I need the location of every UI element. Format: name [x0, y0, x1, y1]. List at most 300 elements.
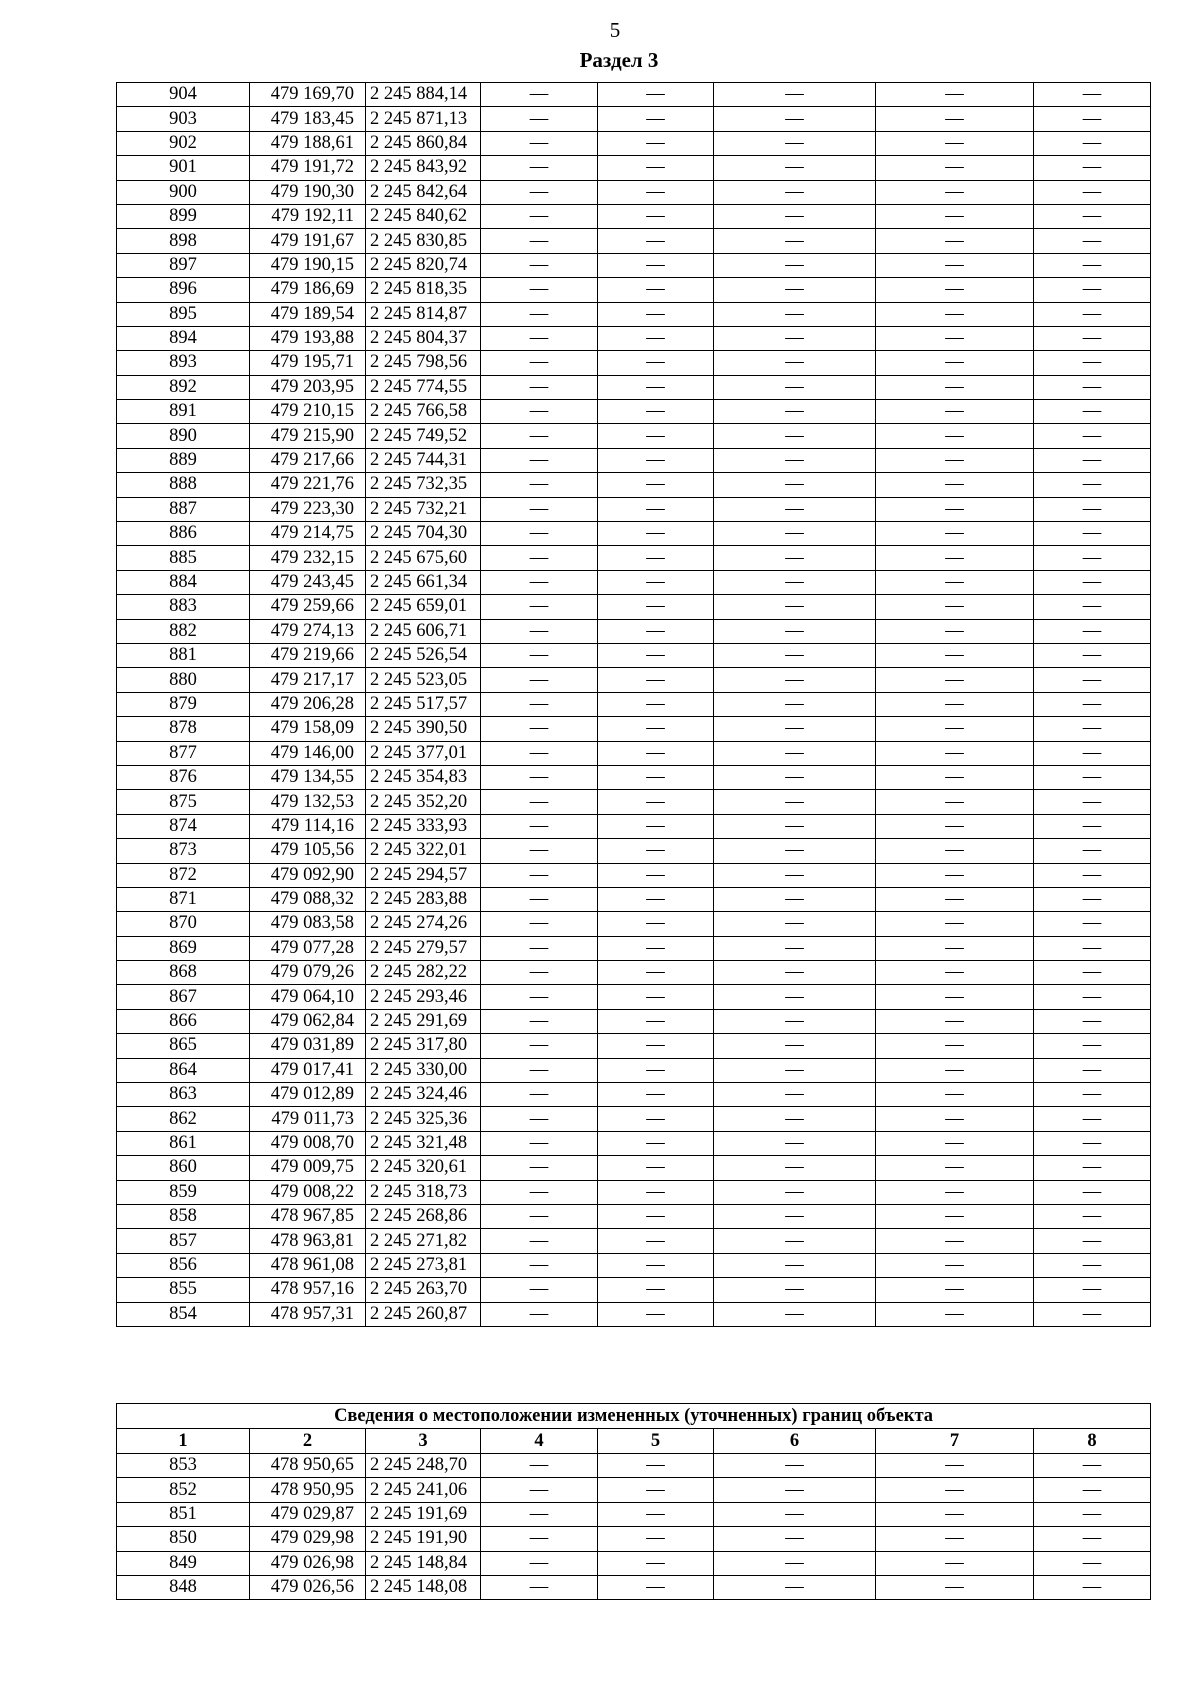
col-7-cell: —: [876, 790, 1034, 814]
col-7-cell: —: [876, 912, 1034, 936]
col-4-cell: —: [481, 229, 598, 253]
x-coordinate-cell: 479 169,70: [250, 83, 366, 107]
col-4-cell: —: [481, 1551, 598, 1575]
table-row: [117, 546, 1151, 570]
col-5-cell: —: [598, 83, 714, 107]
table-row: [117, 1107, 1151, 1131]
table-row: [117, 912, 1151, 936]
col-8-cell: —: [1034, 668, 1151, 692]
col-4-cell: —: [481, 375, 598, 399]
table-row: [117, 156, 1151, 180]
col-5-cell: —: [598, 204, 714, 228]
table-row: [117, 619, 1151, 643]
x-coordinate-cell: 479 215,90: [250, 424, 366, 448]
point-number-cell: 862: [117, 1107, 250, 1131]
col-7-cell: —: [876, 1502, 1034, 1526]
col-8-cell: —: [1034, 1478, 1151, 1502]
col-6-cell: —: [714, 473, 876, 497]
col-7-cell: —: [876, 643, 1034, 667]
col-5-cell: —: [598, 839, 714, 863]
y-coordinate-cell: 2 245 271,82: [366, 1229, 481, 1253]
col-8-cell: —: [1034, 83, 1151, 107]
col-7-cell: —: [876, 1551, 1034, 1575]
col-5-cell: —: [598, 522, 714, 546]
col-5-cell: —: [598, 278, 714, 302]
col-5-cell: —: [598, 741, 714, 765]
y-coordinate-cell: 2 245 330,00: [366, 1058, 481, 1082]
point-number-cell: 885: [117, 546, 250, 570]
col-7-cell: —: [876, 326, 1034, 350]
col-4-cell: —: [481, 961, 598, 985]
x-coordinate-cell: 479 203,95: [250, 375, 366, 399]
col-7-cell: —: [876, 887, 1034, 911]
col-4-cell: —: [481, 668, 598, 692]
table-row: [117, 790, 1151, 814]
y-coordinate-cell: 2 245 884,14: [366, 83, 481, 107]
x-coordinate-cell: 479 062,84: [250, 1009, 366, 1033]
col-4-cell: —: [481, 1204, 598, 1228]
col-6-cell: —: [714, 400, 876, 424]
col-6-cell: —: [714, 204, 876, 228]
table-row: [117, 692, 1151, 716]
col-7-cell: —: [876, 668, 1034, 692]
col-7-cell: —: [876, 278, 1034, 302]
col-5-cell: —: [598, 985, 714, 1009]
col-6-cell: —: [714, 253, 876, 277]
y-coordinate-cell: 2 245 675,60: [366, 546, 481, 570]
col-8-cell: —: [1034, 180, 1151, 204]
col-8-cell: —: [1034, 1551, 1151, 1575]
x-coordinate-cell: 479 064,10: [250, 985, 366, 1009]
table-row: [117, 839, 1151, 863]
col-6-cell: —: [714, 887, 876, 911]
y-coordinate-cell: 2 245 744,31: [366, 448, 481, 472]
table-row: [117, 1229, 1151, 1253]
col-6-cell: —: [714, 1058, 876, 1082]
col-5-cell: —: [598, 1058, 714, 1082]
y-coordinate-cell: 2 245 804,37: [366, 326, 481, 350]
col-6-cell: —: [714, 497, 876, 521]
coordinates-table: [116, 82, 1151, 1327]
x-coordinate-cell: 479 243,45: [250, 570, 366, 594]
col-4-cell: —: [481, 814, 598, 838]
col-6-cell: —: [714, 936, 876, 960]
col-7-cell: —: [876, 765, 1034, 789]
col-5-cell: —: [598, 1551, 714, 1575]
col-8-cell: —: [1034, 375, 1151, 399]
col-6-cell: —: [714, 448, 876, 472]
x-coordinate-cell: 479 195,71: [250, 351, 366, 375]
x-coordinate-cell: 479 219,66: [250, 643, 366, 667]
x-coordinate-cell: 479 031,89: [250, 1034, 366, 1058]
col-4-cell: —: [481, 302, 598, 326]
y-coordinate-cell: 2 245 732,21: [366, 497, 481, 521]
col-5-cell: —: [598, 570, 714, 594]
x-coordinate-cell: 479 026,98: [250, 1551, 366, 1575]
col-8-cell: —: [1034, 1575, 1151, 1599]
x-coordinate-cell: 479 008,22: [250, 1180, 366, 1204]
col-7-cell: —: [876, 1156, 1034, 1180]
col-5-cell: —: [598, 1107, 714, 1131]
col-4-cell: —: [481, 1083, 598, 1107]
x-coordinate-cell: 479 012,89: [250, 1083, 366, 1107]
x-coordinate-cell: 479 134,55: [250, 765, 366, 789]
point-number-cell: 896: [117, 278, 250, 302]
table-row: [117, 302, 1151, 326]
x-coordinate-cell: 478 967,85: [250, 1204, 366, 1228]
col-5-cell: —: [598, 424, 714, 448]
x-coordinate-cell: 479 259,66: [250, 595, 366, 619]
point-number-cell: 865: [117, 1034, 250, 1058]
x-coordinate-cell: 479 011,73: [250, 1107, 366, 1131]
col-5-cell: —: [598, 1278, 714, 1302]
table-row: [117, 961, 1151, 985]
col-5-cell: —: [598, 375, 714, 399]
col-8-cell: —: [1034, 1156, 1151, 1180]
col-8-cell: —: [1034, 546, 1151, 570]
y-coordinate-cell: 2 245 294,57: [366, 863, 481, 887]
point-number-cell: 880: [117, 668, 250, 692]
x-coordinate-cell: 479 186,69: [250, 278, 366, 302]
col-8-cell: —: [1034, 1454, 1151, 1478]
point-number-cell: 891: [117, 400, 250, 424]
col-6-cell: —: [714, 1502, 876, 1526]
col-7-cell: —: [876, 83, 1034, 107]
col-4-cell: —: [481, 741, 598, 765]
y-coordinate-cell: 2 245 843,92: [366, 156, 481, 180]
col-5-cell: —: [598, 790, 714, 814]
y-coordinate-cell: 2 245 390,50: [366, 717, 481, 741]
y-coordinate-cell: 2 245 148,08: [366, 1575, 481, 1599]
col-6-cell: —: [714, 1156, 876, 1180]
col-6-cell: —: [714, 1527, 876, 1551]
table-row: [117, 473, 1151, 497]
table-row: [117, 253, 1151, 277]
table-row: [117, 351, 1151, 375]
col-5-cell: —: [598, 131, 714, 155]
col-6-cell: —: [714, 692, 876, 716]
col-8-cell: —: [1034, 229, 1151, 253]
x-coordinate-cell: 479 092,90: [250, 863, 366, 887]
point-number-cell: 897: [117, 253, 250, 277]
col-7-cell: —: [876, 1180, 1034, 1204]
col-4-cell: —: [481, 765, 598, 789]
col-7-cell: —: [876, 619, 1034, 643]
col-5-cell: —: [598, 1302, 714, 1326]
col-7-cell: —: [876, 1229, 1034, 1253]
col-5-cell: —: [598, 1204, 714, 1228]
col-4-cell: —: [481, 985, 598, 1009]
point-number-cell: 879: [117, 692, 250, 716]
y-coordinate-cell: 2 245 191,90: [366, 1527, 481, 1551]
col-5-cell: —: [598, 107, 714, 131]
col-6-cell: —: [714, 1575, 876, 1599]
col-6-cell: —: [714, 522, 876, 546]
point-number-cell: 904: [117, 83, 250, 107]
y-coordinate-cell: 2 245 774,55: [366, 375, 481, 399]
table-row: [117, 1058, 1151, 1082]
table-row: [117, 375, 1151, 399]
point-number-cell: 890: [117, 424, 250, 448]
col-4-cell: —: [481, 522, 598, 546]
x-coordinate-cell: 479 190,15: [250, 253, 366, 277]
x-coordinate-cell: 478 961,08: [250, 1253, 366, 1277]
y-coordinate-cell: 2 245 704,30: [366, 522, 481, 546]
col-8-cell: —: [1034, 936, 1151, 960]
point-number-cell: 901: [117, 156, 250, 180]
col-4-cell: —: [481, 351, 598, 375]
col-5-cell: —: [598, 351, 714, 375]
x-coordinate-cell: 479 191,67: [250, 229, 366, 253]
col-8-cell: —: [1034, 1502, 1151, 1526]
col-5-cell: —: [598, 863, 714, 887]
table-row: [117, 1083, 1151, 1107]
col-5-cell: —: [598, 692, 714, 716]
table-row: [117, 1131, 1151, 1155]
col-6-cell: —: [714, 741, 876, 765]
col-4-cell: —: [481, 546, 598, 570]
col-6-cell: —: [714, 229, 876, 253]
y-coordinate-cell: 2 245 318,73: [366, 1180, 481, 1204]
col-8-cell: —: [1034, 1107, 1151, 1131]
col-7-cell: —: [876, 1204, 1034, 1228]
col-8-cell: —: [1034, 887, 1151, 911]
table-row: [117, 1278, 1151, 1302]
table-row: [117, 278, 1151, 302]
col-6-cell: —: [714, 570, 876, 594]
col-7-cell: —: [876, 1107, 1034, 1131]
y-coordinate-cell: 2 245 317,80: [366, 1034, 481, 1058]
column-number-header: 1: [117, 1429, 250, 1454]
col-4-cell: —: [481, 326, 598, 350]
x-coordinate-cell: 479 132,53: [250, 790, 366, 814]
col-7-cell: —: [876, 497, 1034, 521]
table-row: [117, 497, 1151, 521]
col-7-cell: —: [876, 107, 1034, 131]
col-6-cell: —: [714, 961, 876, 985]
col-6-cell: —: [714, 814, 876, 838]
col-7-cell: —: [876, 546, 1034, 570]
table-row: [117, 1551, 1151, 1575]
table-row: [117, 83, 1151, 107]
table-row: [117, 1575, 1151, 1599]
x-coordinate-cell: 479 206,28: [250, 692, 366, 716]
col-6-cell: —: [714, 839, 876, 863]
column-number-header: 6: [714, 1429, 876, 1454]
point-number-cell: 866: [117, 1009, 250, 1033]
col-6-cell: —: [714, 1204, 876, 1228]
point-number-cell: 859: [117, 1180, 250, 1204]
col-6-cell: —: [714, 765, 876, 789]
y-coordinate-cell: 2 245 241,06: [366, 1478, 481, 1502]
col-5-cell: —: [598, 1478, 714, 1502]
table-row: [117, 1156, 1151, 1180]
col-4-cell: —: [481, 1131, 598, 1155]
col-8-cell: —: [1034, 424, 1151, 448]
col-5-cell: —: [598, 961, 714, 985]
x-coordinate-cell: 479 017,41: [250, 1058, 366, 1082]
point-number-cell: 887: [117, 497, 250, 521]
col-8-cell: —: [1034, 985, 1151, 1009]
col-7-cell: —: [876, 156, 1034, 180]
point-number-cell: 903: [117, 107, 250, 131]
col-8-cell: —: [1034, 961, 1151, 985]
col-7-cell: —: [876, 375, 1034, 399]
point-number-cell: 881: [117, 643, 250, 667]
x-coordinate-cell: 479 221,76: [250, 473, 366, 497]
page-number: 5: [609, 18, 621, 42]
point-number-cell: 853: [117, 1454, 250, 1478]
point-number-cell: 848: [117, 1575, 250, 1599]
x-coordinate-cell: 479 029,87: [250, 1502, 366, 1526]
y-coordinate-cell: 2 245 842,64: [366, 180, 481, 204]
x-coordinate-cell: 479 188,61: [250, 131, 366, 155]
x-coordinate-cell: 479 105,56: [250, 839, 366, 863]
col-7-cell: —: [876, 1478, 1034, 1502]
point-number-cell: 874: [117, 814, 250, 838]
x-coordinate-cell: 479 146,00: [250, 741, 366, 765]
col-5-cell: —: [598, 1180, 714, 1204]
y-coordinate-cell: 2 245 352,20: [366, 790, 481, 814]
col-8-cell: —: [1034, 1527, 1151, 1551]
col-6-cell: —: [714, 156, 876, 180]
table-row: [117, 326, 1151, 350]
col-4-cell: —: [481, 595, 598, 619]
col-8-cell: —: [1034, 765, 1151, 789]
col-7-cell: —: [876, 1575, 1034, 1599]
col-6-cell: —: [714, 546, 876, 570]
table-row: [117, 765, 1151, 789]
y-coordinate-cell: 2 245 732,35: [366, 473, 481, 497]
col-8-cell: —: [1034, 619, 1151, 643]
x-coordinate-cell: 479 217,66: [250, 448, 366, 472]
x-coordinate-cell: 479 029,98: [250, 1527, 366, 1551]
table-caption: Сведения о местоположении измененных (уточненных) границ объекта: [117, 1404, 1151, 1429]
col-4-cell: —: [481, 1107, 598, 1131]
col-4-cell: —: [481, 204, 598, 228]
col-8-cell: —: [1034, 692, 1151, 716]
col-8-cell: —: [1034, 863, 1151, 887]
point-number-cell: 884: [117, 570, 250, 594]
point-number-cell: 869: [117, 936, 250, 960]
col-7-cell: —: [876, 229, 1034, 253]
point-number-cell: 864: [117, 1058, 250, 1082]
table-row: [117, 448, 1151, 472]
col-5-cell: —: [598, 473, 714, 497]
col-7-cell: —: [876, 717, 1034, 741]
point-number-cell: 863: [117, 1083, 250, 1107]
col-7-cell: —: [876, 1527, 1034, 1551]
col-4-cell: —: [481, 400, 598, 424]
col-6-cell: —: [714, 619, 876, 643]
point-number-cell: 898: [117, 229, 250, 253]
col-6-cell: —: [714, 375, 876, 399]
col-7-cell: —: [876, 1454, 1034, 1478]
point-number-cell: 851: [117, 1502, 250, 1526]
col-4-cell: —: [481, 497, 598, 521]
point-number-cell: 899: [117, 204, 250, 228]
point-number-cell: 858: [117, 1204, 250, 1228]
col-6-cell: —: [714, 1454, 876, 1478]
col-5-cell: —: [598, 1009, 714, 1033]
col-7-cell: —: [876, 570, 1034, 594]
col-4-cell: —: [481, 692, 598, 716]
x-coordinate-cell: 479 088,32: [250, 887, 366, 911]
y-coordinate-cell: 2 245 321,48: [366, 1131, 481, 1155]
y-coordinate-cell: 2 245 248,70: [366, 1454, 481, 1478]
x-coordinate-cell: 478 950,65: [250, 1454, 366, 1478]
x-coordinate-cell: 479 009,75: [250, 1156, 366, 1180]
col-8-cell: —: [1034, 522, 1151, 546]
col-5-cell: —: [598, 814, 714, 838]
col-7-cell: —: [876, 351, 1034, 375]
x-coordinate-cell: 479 274,13: [250, 619, 366, 643]
y-coordinate-cell: 2 245 661,34: [366, 570, 481, 594]
col-5-cell: —: [598, 619, 714, 643]
col-4-cell: —: [481, 1478, 598, 1502]
col-7-cell: —: [876, 131, 1034, 155]
col-4-cell: —: [481, 1009, 598, 1033]
col-5-cell: —: [598, 302, 714, 326]
table-row: [117, 1302, 1151, 1326]
col-4-cell: —: [481, 448, 598, 472]
y-coordinate-cell: 2 245 260,87: [366, 1302, 481, 1326]
col-5-cell: —: [598, 1083, 714, 1107]
y-coordinate-cell: 2 245 814,87: [366, 302, 481, 326]
col-8-cell: —: [1034, 156, 1151, 180]
col-5-cell: —: [598, 1454, 714, 1478]
col-5-cell: —: [598, 936, 714, 960]
col-6-cell: —: [714, 1034, 876, 1058]
col-5-cell: —: [598, 229, 714, 253]
col-7-cell: —: [876, 814, 1034, 838]
x-coordinate-cell: 479 008,70: [250, 1131, 366, 1155]
x-coordinate-cell: 478 950,95: [250, 1478, 366, 1502]
col-4-cell: —: [481, 790, 598, 814]
point-number-cell: 894: [117, 326, 250, 350]
y-coordinate-cell: 2 245 749,52: [366, 424, 481, 448]
col-7-cell: —: [876, 839, 1034, 863]
col-5-cell: —: [598, 717, 714, 741]
col-5-cell: —: [598, 1575, 714, 1599]
col-4-cell: —: [481, 473, 598, 497]
col-5-cell: —: [598, 400, 714, 424]
x-coordinate-cell: 479 158,09: [250, 717, 366, 741]
point-number-cell: 870: [117, 912, 250, 936]
col-6-cell: —: [714, 1478, 876, 1502]
col-4-cell: —: [481, 912, 598, 936]
table-row: [117, 570, 1151, 594]
col-7-cell: —: [876, 692, 1034, 716]
col-5-cell: —: [598, 765, 714, 789]
col-4-cell: —: [481, 936, 598, 960]
col-8-cell: —: [1034, 204, 1151, 228]
point-number-cell: 883: [117, 595, 250, 619]
column-number-row: [117, 1429, 1151, 1454]
col-6-cell: —: [714, 83, 876, 107]
col-8-cell: —: [1034, 839, 1151, 863]
col-4-cell: —: [481, 570, 598, 594]
point-number-cell: 867: [117, 985, 250, 1009]
point-number-cell: 850: [117, 1527, 250, 1551]
col-7-cell: —: [876, 936, 1034, 960]
table-row: [117, 595, 1151, 619]
col-4-cell: —: [481, 1502, 598, 1526]
col-7-cell: —: [876, 1034, 1034, 1058]
point-number-cell: 892: [117, 375, 250, 399]
x-coordinate-cell: 478 963,81: [250, 1229, 366, 1253]
col-6-cell: —: [714, 424, 876, 448]
